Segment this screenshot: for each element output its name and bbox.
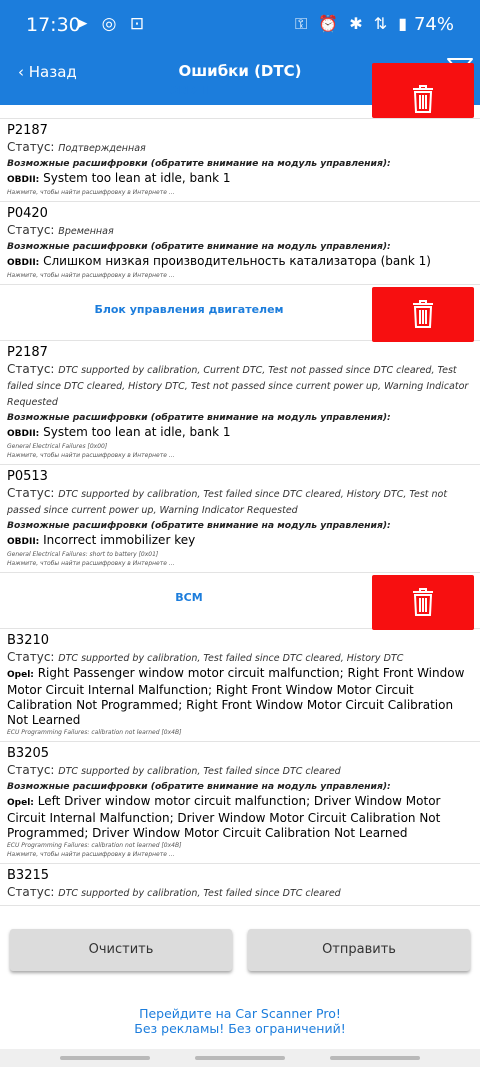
pro-promo-link[interactable]: [0, 1006, 480, 1036]
dtc-entry[interactable]: [0, 341, 480, 465]
dtc-code: P0513: [7, 469, 48, 484]
system-icons: ⚿ ⏰ ✱ ⇅ ▮: [294, 14, 410, 33]
dtc-entry[interactable]: [0, 864, 480, 906]
decode-hint: Возможные расшифровки (обратите внимание на модуль управления):: [7, 520, 391, 531]
dtc-status: Статус: DTC supported by calibration, Test failed since DTC cleared, History DTC, Test not passed since current power up, Warning Indicator Requested: [7, 486, 448, 516]
promo-line-1[interactable]: Перейдите на Car Scanner Pro!: [139, 1006, 341, 1021]
decode-hint: Возможные расшифровки (обратите внимание на модуль управления):: [7, 241, 391, 252]
dtc-entry[interactable]: [0, 629, 480, 742]
dtc-entry[interactable]: [0, 465, 480, 573]
promo-line-2[interactable]: Без рекламы! Без ограничений!: [134, 1021, 346, 1036]
nav-handle[interactable]: [330, 1056, 420, 1060]
trash-icon: [412, 85, 434, 113]
dtc-code: P2187: [7, 345, 48, 360]
notification-icons: ➤ ◎ ⊡: [74, 14, 149, 34]
dtc-code: B3205: [7, 746, 50, 761]
failure-type: General Electrical Failures: short to battery [0x01]: [7, 551, 159, 558]
status-bar: [0, 0, 480, 50]
dtc-status: Статус: DTC supported by calibration, Test failed since DTC cleared: [7, 885, 341, 899]
search-online-link[interactable]: Нажмите, чтобы найти расшифровку в Интернете ...: [7, 189, 175, 196]
dtc-description: Opel: Right Passenger window motor circuit malfunction; Right Front Window Motor Circuit Internal Malfunction; Right Front Window Motor Circuit Calibration Not Programmed; Right Front Window Motor Circuit Calibration Not Learned: [7, 666, 465, 727]
nav-handle[interactable]: [195, 1056, 285, 1060]
dtc-description: OBDII: System too lean at idle, bank 1: [7, 425, 231, 439]
dtc-entry[interactable]: [0, 119, 480, 202]
delete-button[interactable]: [372, 575, 474, 630]
trash-icon: [412, 588, 434, 616]
delete-button[interactable]: [372, 287, 474, 342]
dtc-code: P2187: [7, 123, 48, 138]
dtc-code: B3215: [7, 868, 50, 883]
dtc-code: B3210: [7, 633, 50, 648]
dtc-entry[interactable]: [0, 202, 480, 285]
clear-button[interactable]: Очистить: [10, 929, 232, 971]
status-time: 17:30: [26, 14, 81, 36]
delete-button[interactable]: [372, 63, 474, 118]
dtc-status: Статус: Подтвержденная: [7, 140, 146, 154]
decode-hint: Возможные расшифровки (обратите внимание на модуль управления):: [7, 412, 391, 423]
send-button[interactable]: Отправить: [248, 929, 470, 971]
failure-type: ECU Programming Failures: calibration not learned [0x4B]: [7, 729, 182, 736]
dtc-description: Opel: Left Driver window motor circuit malfunction; Driver Window Motor Circuit Internal Malfunction; Driver Window Motor Circuit Calibration Not Programmed; Driver Window Motor Circuit Calibration Not Learned: [7, 794, 441, 840]
dtc-status: Статус: DTC supported by calibration, Test failed since DTC cleared, History DTC: [7, 650, 404, 664]
decode-hint: Возможные расшифровки (обратите внимание на модуль управления):: [7, 781, 391, 792]
search-online-link[interactable]: Нажмите, чтобы найти расшифровку в Интернете ...: [7, 851, 175, 858]
ecu-header-bcm: [0, 573, 480, 629]
battery-level: 74%: [413, 14, 454, 35]
ecu-name: Блок управления двигателем: [94, 303, 284, 316]
search-online-link[interactable]: Нажмите, чтобы найти расшифровку в Интернете ...: [7, 560, 175, 567]
nav-handle[interactable]: [60, 1056, 150, 1060]
dtc-status: Статус: DTC supported by calibration, Test failed since DTC cleared: [7, 763, 341, 777]
system-nav-bar: [0, 1049, 480, 1067]
decode-hint: Возможные расшифровки (обратите внимание на модуль управления):: [7, 158, 391, 169]
dtc-status: Статус: DTC supported by calibration, Current DTC, Test not passed since DTC cleared, Test failed since DTC cleared, History DTC, Test not passed since current power up, Warning Indicator Requested: [7, 362, 469, 408]
dtc-description: OBDII: Incorrect immobilizer key: [7, 533, 196, 547]
ecu-header-engine: [0, 285, 480, 341]
trash-icon: [412, 300, 434, 328]
failure-type: General Electrical Failures [0x00]: [7, 443, 108, 450]
back-button[interactable]: ‹ Назад: [18, 63, 77, 81]
dtc-description: OBDII: System too lean at idle, bank 1: [7, 171, 231, 185]
ecu-name: OBD-II: [169, 84, 209, 97]
page-title: Ошибки (DTC): [178, 62, 302, 80]
ecu-name: BCM: [175, 591, 203, 604]
dtc-description: OBDII: Слишком низкая производительность катализатора (bank 1): [7, 254, 431, 268]
ecu-header-obd: [0, 84, 480, 119]
search-online-link[interactable]: Нажмите, чтобы найти расшифровку в Интернете ...: [7, 272, 175, 279]
search-online-link[interactable]: Нажмите, чтобы найти расшифровку в Интернете ...: [7, 452, 175, 459]
dtc-status: Статус: Временная: [7, 223, 114, 237]
dtc-code: P0420: [7, 206, 48, 221]
dtc-entry[interactable]: [0, 742, 480, 864]
dtc-list[interactable]: [0, 84, 480, 908]
failure-type: ECU Programming Failures: calibration not learned [0x4B]: [7, 842, 182, 849]
